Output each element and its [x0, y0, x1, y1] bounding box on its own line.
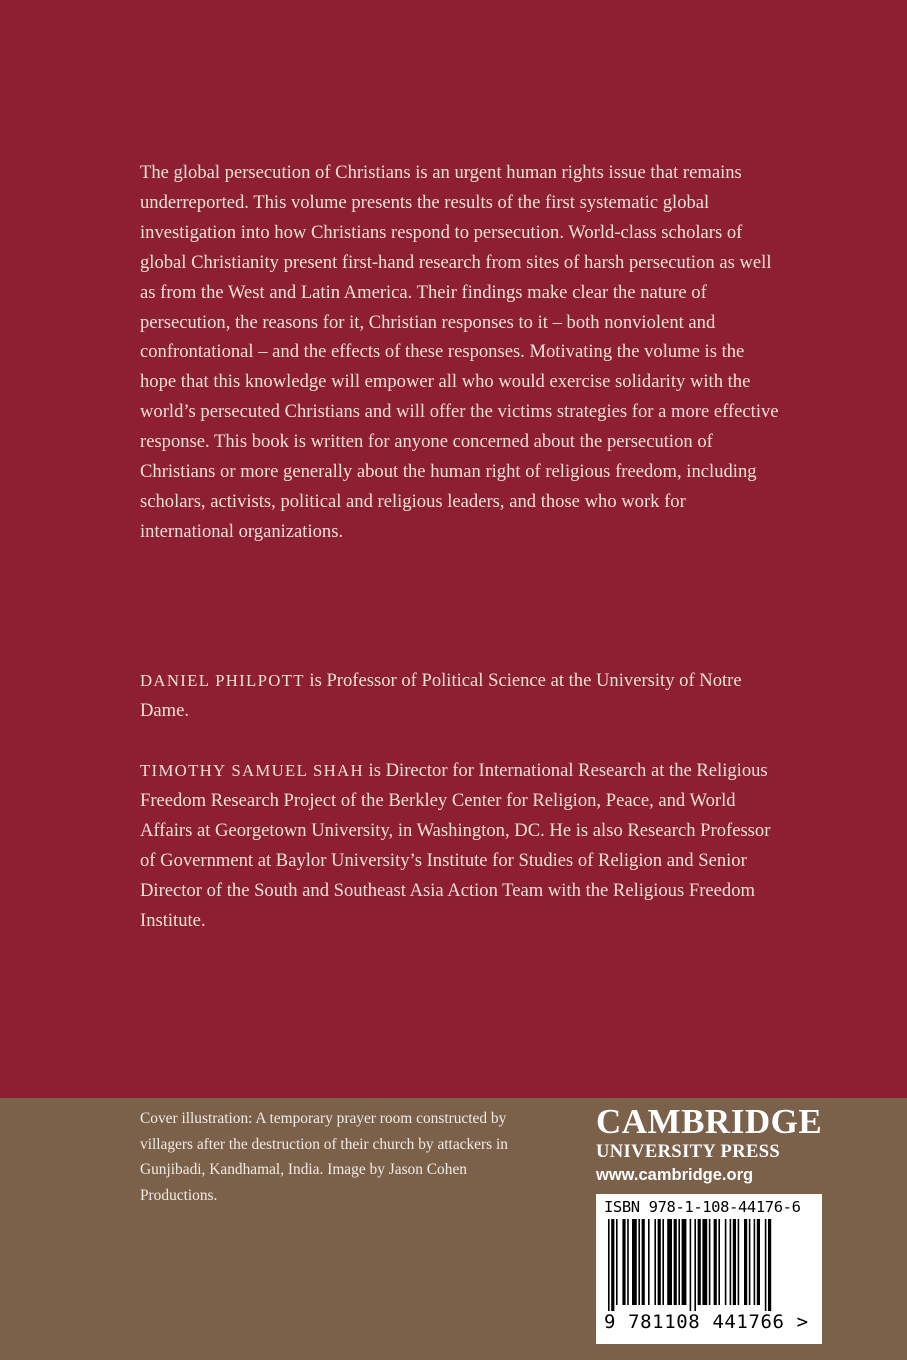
isbn-barcode: [596, 1194, 822, 1344]
barcode-bars: [604, 1219, 814, 1311]
barcode-bar: [730, 1219, 732, 1305]
barcode-bar: [733, 1219, 736, 1305]
ean-digits: 9 781108 441766 >: [604, 1311, 809, 1333]
barcode-bar: [757, 1219, 760, 1305]
barcode-bar: [744, 1219, 747, 1305]
publisher-logo: [596, 1103, 836, 1187]
barcode-bar: [690, 1219, 692, 1311]
publisher-website: www.cambridge.org: [596, 1166, 754, 1184]
author-name: TIMOTHY SAMUEL SHAH: [140, 761, 364, 780]
publisher-subname: UNIVERSITY PRESS: [596, 1142, 781, 1162]
cover-credit: Cover illustration: A temporary prayer room constructed by villagers after the destruction of their church by attackers in Gunjibadi, Kandhamal, India. Image by Jason Cohen Productions.: [140, 1110, 508, 1204]
barcode-bar: [738, 1219, 740, 1305]
barcode-bar: [632, 1219, 637, 1305]
barcode-bar: [709, 1219, 711, 1305]
barcode-bar: [667, 1219, 672, 1305]
author-bio-philpott: [140, 666, 780, 726]
barcode-bar: [622, 1219, 625, 1305]
barcode-bar: [678, 1219, 680, 1305]
author-bio-text: is Director for International Research at the Religious Freedom Research Project of the Berkley Center for Religion, Peace, and World Affairs at Georgetown University, in Washington, DC. He is also Research Professor of Government at Baylor University’s Institute for Studies of Religion and Senior Director of the South and Southeast Asia Action Team with the Religious Freedom Institute.: [140, 760, 771, 931]
barcode-bar: [648, 1219, 650, 1305]
barcode-bar: [682, 1219, 687, 1305]
publisher-name: CAMBRIDGE: [596, 1102, 823, 1141]
barcode-bar: [768, 1219, 771, 1311]
barcode-bar: [611, 1219, 614, 1311]
barcode-bar: [714, 1219, 717, 1305]
book-description: The global persecution of Christians is an urgent human rights issue that remains underreported. This volume presents the results of the first systematic global investigation into how Christians respond to persecution. World-class scholars of global Christianity present first-hand research from sites of harsh persecution as well as from the West and Latin America. Their findings make clear the nature of persecution, the reasons for it, Christian responses to it – both nonviolent and confrontational – and the effects of these responses. Motivating the volume is the hope that this knowledge will empower all who would exercise solidarity with the world’s persecuted Christians and will offer the victims strategies for a more effective response. This book is written for anyone concerned about the persecution of Christians or more generally about the human right of religious freedom, including scholars, activists, political and religious leaders, and those who work for international organizations.: [140, 162, 779, 542]
barcode-bar: [765, 1219, 767, 1311]
barcode-bar: [662, 1219, 664, 1305]
barcode-bar: [654, 1219, 656, 1305]
barcode-bar: [616, 1219, 618, 1305]
barcode-bar: [674, 1219, 677, 1305]
barcode-bar: [754, 1219, 756, 1305]
barcode-bar: [608, 1219, 610, 1311]
author-name: DANIEL PHILPOTT: [140, 671, 305, 690]
barcode-bar: [658, 1219, 661, 1305]
barcode-bar: [694, 1219, 696, 1311]
barcode-bar: [627, 1219, 629, 1305]
barcode-bar: [702, 1219, 707, 1305]
barcode-bar: [725, 1219, 727, 1305]
author-bio-shah: [140, 756, 780, 935]
barcode-bar: [642, 1219, 645, 1305]
isbn-label: ISBN 978-1-108-44176-6: [604, 1198, 801, 1216]
author-bio-text: is Professor of Political Science at the University of Notre Dame.: [140, 670, 742, 721]
barcode-bar: [749, 1219, 751, 1305]
barcode-bar: [698, 1219, 701, 1305]
barcode-bar: [718, 1219, 720, 1305]
barcode-bar: [638, 1219, 640, 1305]
